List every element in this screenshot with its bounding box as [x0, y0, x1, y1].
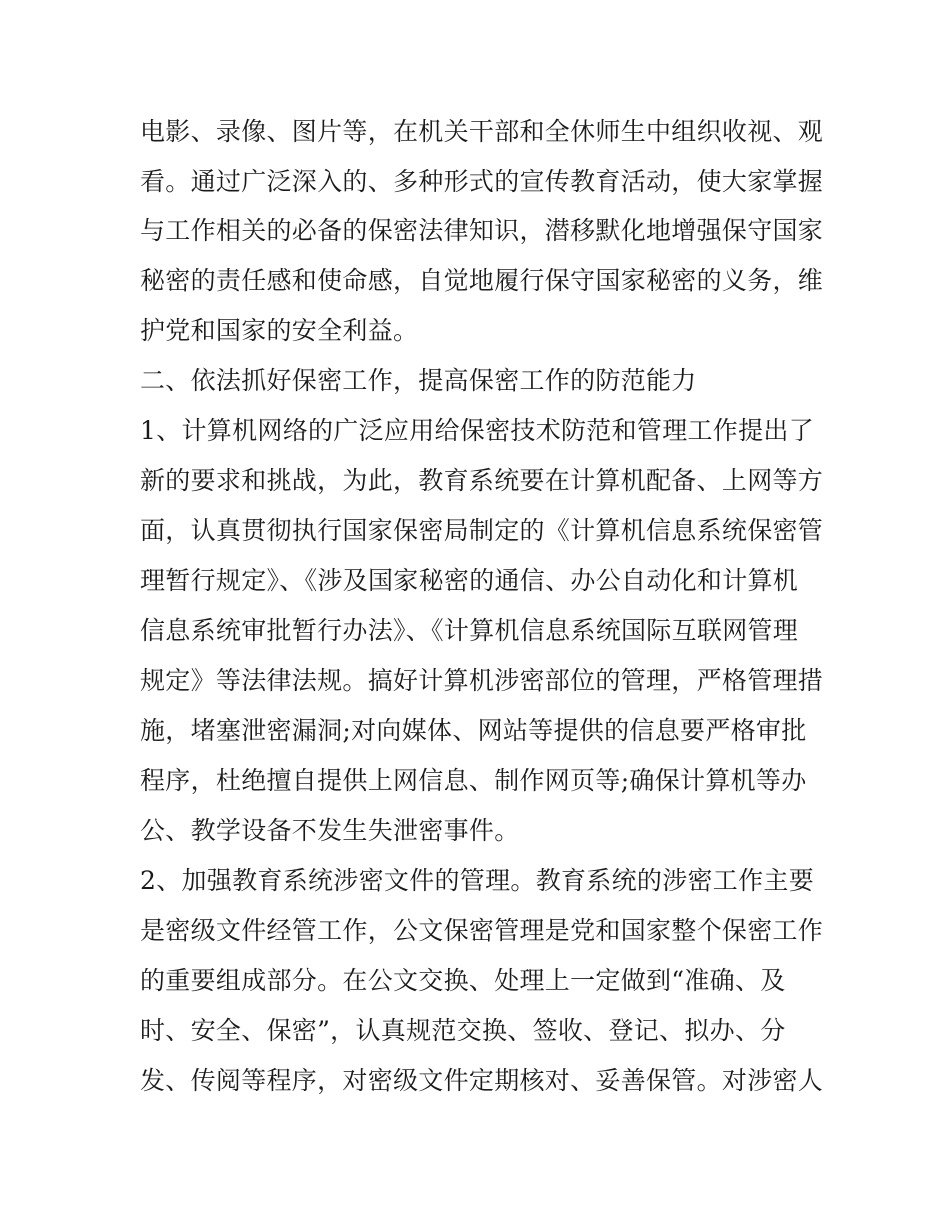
text-line: 规定》等法律法规。搞好计算机涉密部位的管理，严格管理措 [140, 666, 824, 695]
text-line: 理暂行规定》、《涉及国家秘密的通信、办公自动化和计算机 [140, 566, 799, 595]
text-line: 公、教学设备不发生失泄密事件。 [140, 816, 520, 845]
text-line: 2、加强教育系统涉密文件的管理。教育系统的涉密工作主要 [140, 866, 815, 895]
text-line: 信息系统审批暂行办法》、《计算机信息系统国际互联网管理 [140, 616, 799, 645]
text-line: 发、传阅等程序，对密级文件定期核对、妥善保管。对涉密人 [140, 1066, 824, 1095]
text-line: 面，认真贯彻执行国家保密局制定的《计算机信息系统保密管 [140, 516, 824, 545]
text-line: 与工作相关的必备的保密法律知识，潜移默化地增强保守国家 [140, 216, 824, 245]
text-line: 护党和国家的安全利益。 [140, 316, 419, 345]
text-line: 新的要求和挑战，为此，教育系统要在计算机配备、上网等方 [140, 466, 824, 495]
text-line: 秘密的责任感和使命感，自觉地履行保守国家秘密的义务，维 [140, 266, 824, 295]
text-line: 看。通过广泛深入的、多种形式的宣传教育活动，使大家掌握 [140, 167, 824, 196]
text-line: 施，堵塞泄密漏洞;对向媒体、网站等提供的信息要严格审批 [140, 716, 807, 745]
text-line: 1、计算机网络的广泛应用给保密技术防范和管理工作提出了 [140, 416, 815, 445]
text-line: 是密级文件经管工作，公文保密管理是党和国家整个保密工作 [140, 916, 824, 945]
text-line: 的重要组成部分。在公文交换、处理上一定做到“准确、及 [140, 966, 786, 995]
text-line: 电影、录像、图片等，在机关干部和全休师生中组织收视、观 [140, 117, 824, 146]
section-heading: 二、依法抓好保密工作，提高保密工作的防范能力 [140, 366, 697, 395]
text-line: 程序，杜绝擅自提供上网信息、制作网页等;确保计算机等办 [140, 766, 807, 795]
text-line: 时、安全、保密”，认真规范交换、签收、登记、拟办、分 [140, 1016, 786, 1045]
